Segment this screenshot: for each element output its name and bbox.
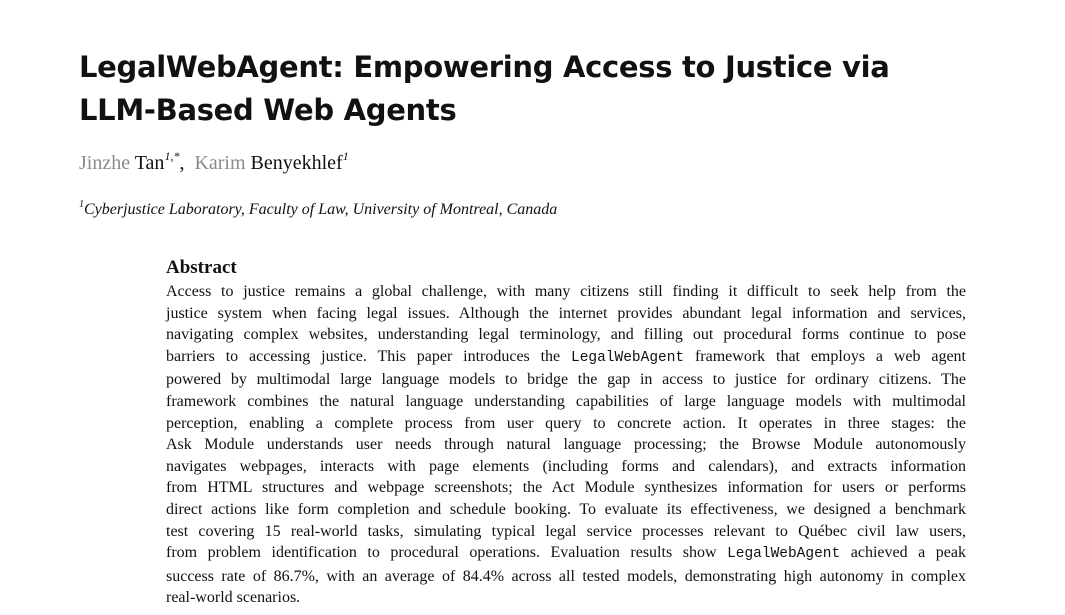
abstract-text: navigates webpages, interacts with page elements (including forms and calendars), and extracts information [166,457,966,475]
abstract-line [166,587,966,609]
abstract-text: framework combines the natural language understanding capabilities of large language models with multimodal [166,392,966,410]
abstract-text: achieved a peak [840,544,967,562]
abstract-line [166,542,966,566]
paper-title [79,46,979,132]
abstract-text: test covering 15 real-world tasks, simulating typical legal service processes relevant to Québec civil law users, [166,522,966,540]
affiliation-mark: 1 [79,199,84,210]
title-line-2: LLM-Based Web Agents [79,93,457,127]
abstract-text: framework that employs a web agent [684,347,966,365]
abstract-line [166,456,966,478]
abstract-text: Ask Module understands user needs through natural language processing; the Browse Module autonomously [166,436,966,454]
abstract-text: Access to justice remains a global challenge, with many citizens still finding it difficult to seek help from the [166,283,966,300]
author-2 [194,149,349,174]
abstract-text: navigating complex websites, understanding legal terminology, and filling out procedural forms continue to pose [166,326,966,344]
abstract-line [166,281,966,303]
abstract-text: powered by multimodal large language models to bridge the gap in access to justice for ordinary citizens. The [166,371,966,389]
abstract-line [166,413,966,435]
author-family-name: Benyekhlef [250,152,343,174]
author-list [79,150,349,176]
author-affiliation-mark: 1 [342,149,349,163]
system-name-mono: LegalWebAgent [571,349,685,366]
abstract-line [166,369,966,391]
author-affiliation-mark: 1,* [164,149,180,163]
abstract-line [166,521,966,543]
author-separator: , [179,152,185,174]
abstract-line [166,566,966,588]
title-line-1: LegalWebAgent: Empowering Access to Justice via [79,50,890,84]
abstract-line [166,499,966,521]
abstract-text: direct actions like form completion and schedule booking. To evaluate its effectiveness, we designed a benchmark [166,500,966,518]
abstract-heading: Abstract [166,257,237,278]
abstract-line [166,434,966,456]
author-given-name: Jinzhe [79,152,131,174]
author-1 [79,149,180,174]
affiliation-text: Cyberjustice Laboratory, Faculty of Law, University of Montreal, Canada [84,201,558,218]
abstract-line [166,346,966,370]
abstract-line [166,391,966,413]
affiliation [79,199,557,221]
abstract-line [166,477,966,499]
abstract-text: justice system when facing legal issues. Although the internet provides abundant legal information and services, [166,304,966,322]
abstract-text: barriers to accessing justice. This paper introduces the [166,347,571,365]
system-name-mono: LegalWebAgent [727,546,841,563]
author-given-name: Karim [194,152,246,174]
abstract-line [166,324,966,346]
abstract-text: perception, enabling a complete process from user query to concrete action. It operates in three stages: the [166,414,966,432]
abstract-line [166,303,966,325]
abstract-body [166,281,966,609]
abstract-text: from problem identification to procedural operations. Evaluation results show [166,544,728,562]
abstract-text: success rate of 86.7%, with an average of 84.4% across all tested models, demonstrating high autonomy in complex [166,567,966,585]
abstract-text: from HTML structures and webpage screenshots; the Act Module synthesizes information for users or performs [166,479,966,497]
abstract-text: real-world scenarios. [166,589,301,607]
author-family-name: Tan [134,152,165,174]
